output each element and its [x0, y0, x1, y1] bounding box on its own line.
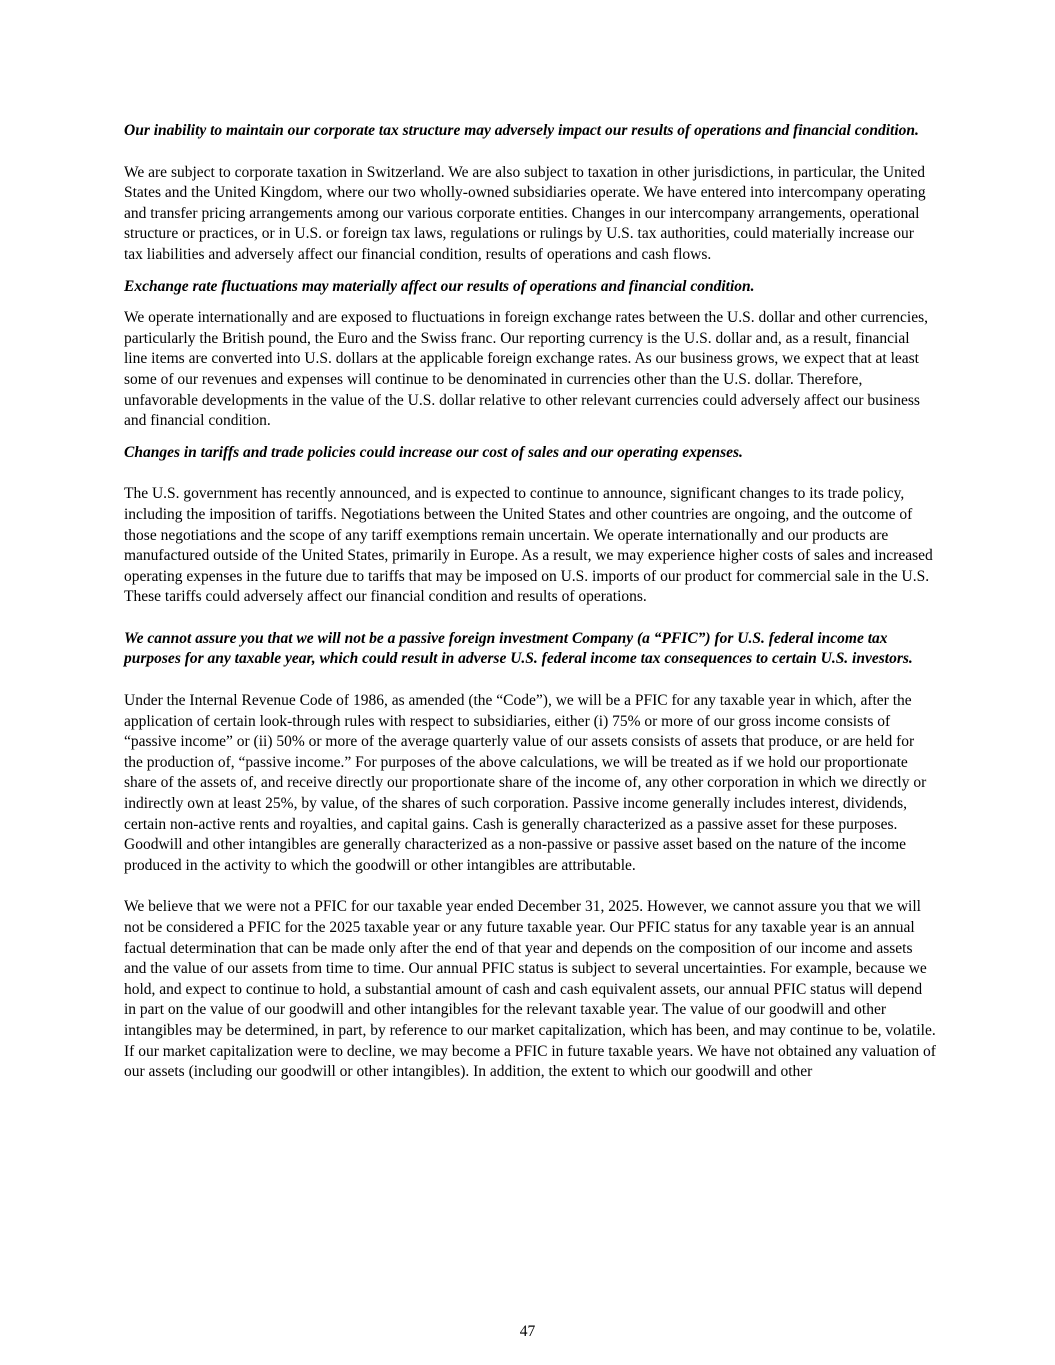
section-heading-tax-structure: Our inability to maintain our corporate tax structure may adversely impact our results of operations and financial condition.	[124, 122, 919, 139]
section-paragraph-tariffs: The U.S. government has recently announced, and is expected to continue to announce, significant changes to its trade policy, including the imposition of tariffs. Negotiations between the United States and other countries are ongoing, and the outcome of those negotiations and the scope of any tariff exemptions remain uncertain. We operate internationally and our products are manufactured outside of the United States, primarily in Europe. As a result, we may experience higher costs of sales and increased operating expenses in the future due to tariffs that may be imposed on U.S. imports of our product for commercial sale in the U.S. These tariffs could adversely affect our financial condition and results of operations.	[124, 485, 933, 606]
section-paragraph-pfic-definition: Under the Internal Revenue Code of 1986, as amended (the “Code”), we will be a PFIC for any taxable year in which, after the application of certain look-through rules with respect to subsidiaries, either (i) 75% or more of our gross income consists of “passive income” or (ii) 50% or more of the average quarterly value of our assets consists of assets that produce, or are held for the production of, “passive income.” For purposes of the above calculations, we will be treated as if we hold our proportionate share of the assets of, and receive directly our proportionate share of the income of, any other corporation in which we directly or indirectly own at least 25%, by value, of the shares of such corporation. Passive income generally includes interest, dividends, certain non-active rents and royalties, and capital gains. Cash is generally characterized as a passive asset for these purposes. Goodwill and other intangibles are generally characterized as a non-passive or passive asset based on the nature of the income produced in the activity to which the goodwill or other intangibles are attributable.	[124, 692, 927, 874]
page-number: 47	[519, 1323, 536, 1340]
section-paragraph-pfic-status: We believe that we were not a PFIC for our taxable year ended December 31, 2025. However, we cannot assure you that we will not be considered a PFIC for the 2025 taxable year or any future taxable year. Our PFIC status for any taxable year is an annual factual determination that can be made only after the end of that year and depends on the composition of our income and assets and the value of our assets from time to time. Our annual PFIC status is subject to several uncertainties. For example, because we hold, and expect to continue to hold, a substantial amount of cash and cash equivalent assets, our annual PFIC status will depend in part on the value of our goodwill and other intangibles for the relevant taxable year. The value of our goodwill and other intangibles may be determined, in part, by reference to our market capitalization, which has been, and may continue to be, volatile. If our market capitalization were to decline, we may become a PFIC in future taxable years. We have not obtained any valuation of our assets (including our goodwill or other intangibles). In addition, the extent to which our goodwill and other	[124, 898, 936, 1081]
section-heading-exchange-rate: Exchange rate fluctuations may materially affect our results of operations and financial condition.	[124, 277, 755, 295]
section-heading-tariffs: Changes in tariffs and trade policies could increase our cost of sales and our operating expenses.	[124, 443, 743, 461]
document-page	[124, 121, 936, 1083]
section-heading-pfic: We cannot assure you that we will not be a passive foreign investment Company (a “PFIC”) for U.S. federal income tax purposes for any taxable year, which could result in adverse U.S. federal income tax consequences to certain U.S. investors.	[124, 629, 913, 668]
section-paragraph-tax-structure: We are subject to corporate taxation in Switzerland. We are also subject to taxation in other jurisdictions, in particular, the United States and the United Kingdom, where our two wholly-owned subsidiaries operate. We have entered into intercompany operating and transfer pricing arrangements among our various corporate entities. Changes in our intercompany arrangements, operational structure or practices, or in U.S. or foreign tax laws, regulations or rulings by U.S. tax authorities, could materially increase our tax liabilities and adversely affect our financial condition, results of operations and cash flows.	[124, 163, 926, 263]
section-paragraph-exchange-rate: We operate internationally and are exposed to fluctuations in foreign exchange rates between the U.S. dollar and other currencies, particularly the British pound, the Euro and the Swiss franc. Our reporting currency is the U.S. dollar and, as a result, financial line items are converted into U.S. dollars at the applicable foreign exchange rates. As our business grows, we expect that at least some of our revenues and expenses will continue to be denominated in currencies other than the U.S. dollar. Therefore, unfavorable developments in the value of the U.S. dollar relative to other relevant currencies could adversely affect our business and financial condition.	[124, 309, 929, 430]
